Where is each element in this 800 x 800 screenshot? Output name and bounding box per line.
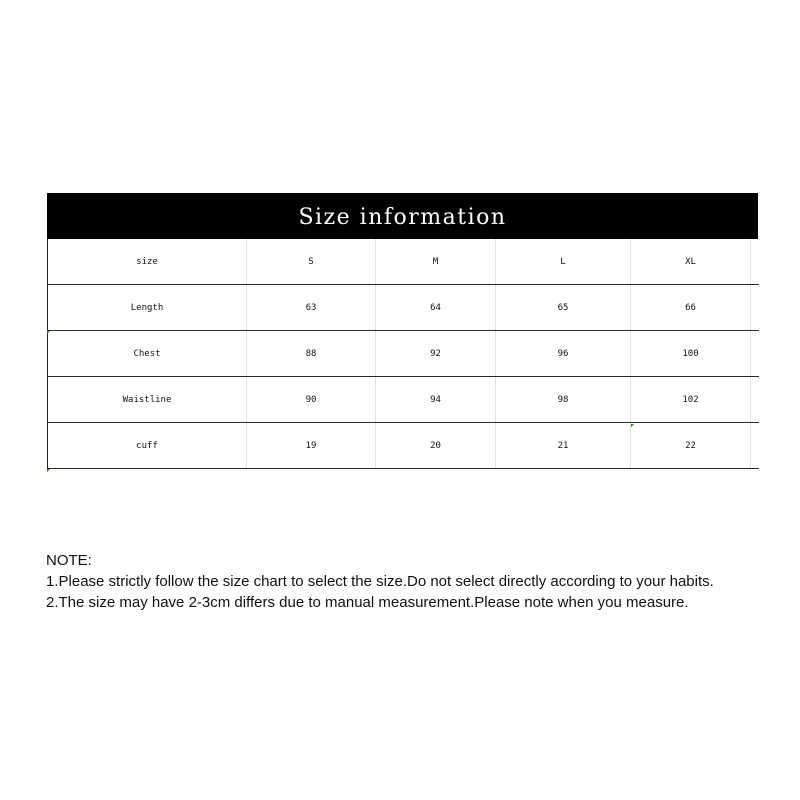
table-cell: 98 (496, 377, 631, 423)
header-cell-s: S (247, 239, 376, 285)
table-row (48, 423, 759, 469)
row-label-length: Length (48, 285, 247, 331)
table-cell: 90 (247, 377, 376, 423)
table-cell-empty (751, 239, 759, 285)
header-cell-l: L (496, 239, 631, 285)
table-cell-empty (751, 423, 759, 469)
size-info-title-bar (47, 193, 758, 239)
notes-heading: NOTE: (46, 552, 92, 569)
row-label-chest: Chest (48, 331, 247, 377)
table-cell: 88 (247, 331, 376, 377)
table-cell: 100 (631, 331, 751, 377)
table-cell: 102 (631, 377, 751, 423)
size-table (47, 239, 759, 469)
table-cell: 20 (376, 423, 496, 469)
cell-comment-marker (47, 469, 50, 472)
table-cell: 96 (496, 331, 631, 377)
table-cell: 22 (631, 423, 751, 469)
table-cell: 92 (376, 331, 496, 377)
table-cell: 66 (631, 285, 751, 331)
table-cell: 21 (496, 423, 631, 469)
table-cell: 94 (376, 377, 496, 423)
header-cell-xl: XL (631, 239, 751, 285)
table-cell: 19 (247, 423, 376, 469)
table-cell: 63 (247, 285, 376, 331)
table-row (48, 377, 759, 423)
cell-comment-marker (47, 331, 50, 334)
row-label-cuff: cuff (48, 423, 247, 469)
header-cell-size: size (48, 239, 247, 285)
size-notes (46, 550, 714, 613)
row-label-waistline: Waistline (48, 377, 247, 423)
table-cell-empty (751, 377, 759, 423)
table-cell-empty (751, 285, 759, 331)
notes-line-2: 2.The size may have 2-3cm differs due to manual measurement.Please note when you measure. (46, 594, 689, 611)
notes-line-1: 1.Please strictly follow the size chart to select the size.Do not select directly according to your habits. (46, 573, 714, 590)
table-cell: 65 (496, 285, 631, 331)
table-header-row (48, 239, 759, 285)
table-row (48, 331, 759, 377)
table-row (48, 285, 759, 331)
table-cell: 64 (376, 285, 496, 331)
page-title: Size information (298, 204, 507, 230)
cell-comment-marker (631, 424, 634, 427)
header-cell-m: M (376, 239, 496, 285)
table-cell-empty (751, 331, 759, 377)
